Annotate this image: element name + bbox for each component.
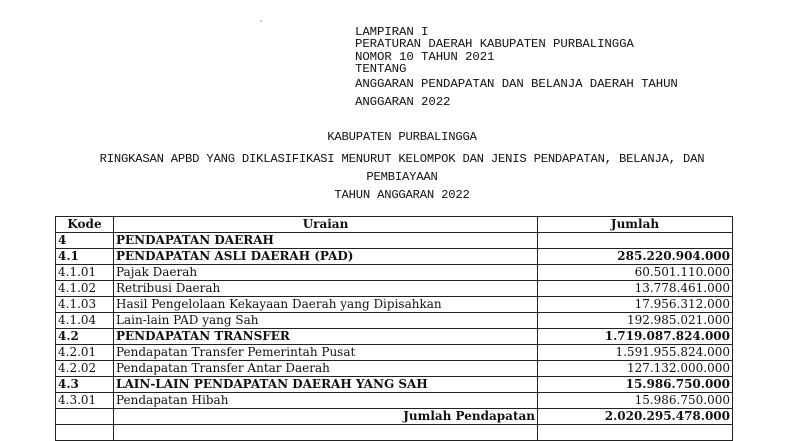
cell-kode: 4.1.03 — [56, 297, 114, 313]
cell-jumlah: 1.719.087.824.000 — [538, 329, 733, 345]
cell-uraian: PENDAPATAN ASLI DAERAH (PAD) — [114, 249, 538, 265]
column-header-kode: Kode — [56, 217, 114, 233]
header-line-number: NOMOR 10 TAHUN 2021 — [355, 49, 495, 64]
cell-kode: 4 — [56, 233, 114, 249]
column-header-uraian: Uraian — [114, 217, 538, 233]
cell-uraian: LAIN-LAIN PENDAPATAN DAERAH YANG SAH — [114, 377, 538, 393]
cell-jumlah: 13.778.461.000 — [538, 281, 733, 297]
table-row — [56, 393, 733, 409]
cell-uraian: PENDAPATAN DAERAH — [114, 233, 538, 249]
apbd-summary-table — [55, 216, 733, 441]
cell-kode: 4.3.01 — [56, 393, 114, 409]
table-row — [56, 345, 733, 361]
table-row — [56, 233, 733, 249]
column-header-jumlah: Jumlah — [538, 217, 733, 233]
header-line-subject-2: ANGGARAN 2022 — [355, 95, 451, 110]
cell-jumlah: 15.986.750.000 — [538, 377, 733, 393]
header-line-subject-1: ANGGARAN PENDAPATAN DAN BELANJA DAERAH TAHUN — [355, 77, 678, 92]
cell-jumlah — [538, 233, 733, 249]
table-row — [56, 249, 733, 265]
total-label: Jumlah Pendapatan — [114, 409, 538, 425]
cell-kode: 4.1 — [56, 249, 114, 265]
table-row-empty — [56, 425, 733, 441]
table-row — [56, 265, 733, 281]
cell-kode: 4.1.01 — [56, 265, 114, 281]
cell-uraian: Lain-lain PAD yang Sah — [114, 313, 538, 329]
title-summary-line-1: RINGKASAN APBD YANG DIKLASIFIKASI MENURUT KELOMPOK DAN JENIS PENDAPATAN, BELANJA, DAN — [99, 152, 705, 166]
cell-jumlah: 127.132.000.000 — [538, 361, 733, 377]
cell-jumlah: 285.220.904.000 — [538, 249, 733, 265]
table-row — [56, 377, 733, 393]
cell-kode-empty — [56, 409, 114, 425]
cell-empty — [56, 425, 114, 441]
cell-jumlah: 1.591.955.824.000 — [538, 345, 733, 361]
cell-uraian: Pajak Daerah — [114, 265, 538, 281]
cell-uraian: PENDAPATAN TRANSFER — [114, 329, 538, 345]
header-line-about: TENTANG — [355, 61, 407, 76]
cell-kode: 4.3 — [56, 377, 114, 393]
cell-kode: 4.1.02 — [56, 281, 114, 297]
table-row — [56, 313, 733, 329]
scan-speck — [260, 20, 262, 22]
cell-kode: 4.2.01 — [56, 345, 114, 361]
table-body — [56, 233, 733, 441]
header-line-attachment: LAMPIRAN I — [355, 25, 429, 39]
table-row — [56, 281, 733, 297]
document-titles — [40, 128, 764, 204]
cell-uraian: Pendapatan Hibah — [114, 393, 538, 409]
header-line-regulation: PERATURAN DAERAH KABUPATEN PURBALINGGA — [355, 37, 634, 52]
cell-kode: 4.1.04 — [56, 313, 114, 329]
table-row — [56, 361, 733, 377]
title-region: KABUPATEN PURBALINGGA — [327, 130, 477, 144]
cell-jumlah: 15.986.750.000 — [538, 393, 733, 409]
title-summary-line-2: PEMBIAYAAN — [366, 170, 438, 184]
table-row — [56, 329, 733, 345]
cell-empty — [114, 425, 538, 441]
table-header-row — [56, 217, 733, 233]
title-year: TAHUN ANGGARAN 2022 — [334, 188, 470, 202]
table-row — [56, 297, 733, 313]
cell-uraian: Retribusi Daerah — [114, 281, 538, 297]
cell-jumlah: 60.501.110.000 — [538, 265, 733, 281]
table-total-row — [56, 409, 733, 425]
cell-jumlah: 192.985.021.000 — [538, 313, 733, 329]
cell-kode: 4.2 — [56, 329, 114, 345]
attachment-header — [355, 26, 795, 111]
cell-kode: 4.2.02 — [56, 361, 114, 377]
cell-uraian: Hasil Pengelolaan Kekayaan Daerah yang Dipisahkan — [114, 297, 538, 313]
cell-uraian: Pendapatan Transfer Pemerintah Pusat — [114, 345, 538, 361]
cell-empty — [538, 425, 733, 441]
cell-uraian: Pendapatan Transfer Antar Daerah — [114, 361, 538, 377]
total-value: 2.020.295.478.000 — [538, 409, 733, 425]
cell-jumlah: 17.956.312.000 — [538, 297, 733, 313]
